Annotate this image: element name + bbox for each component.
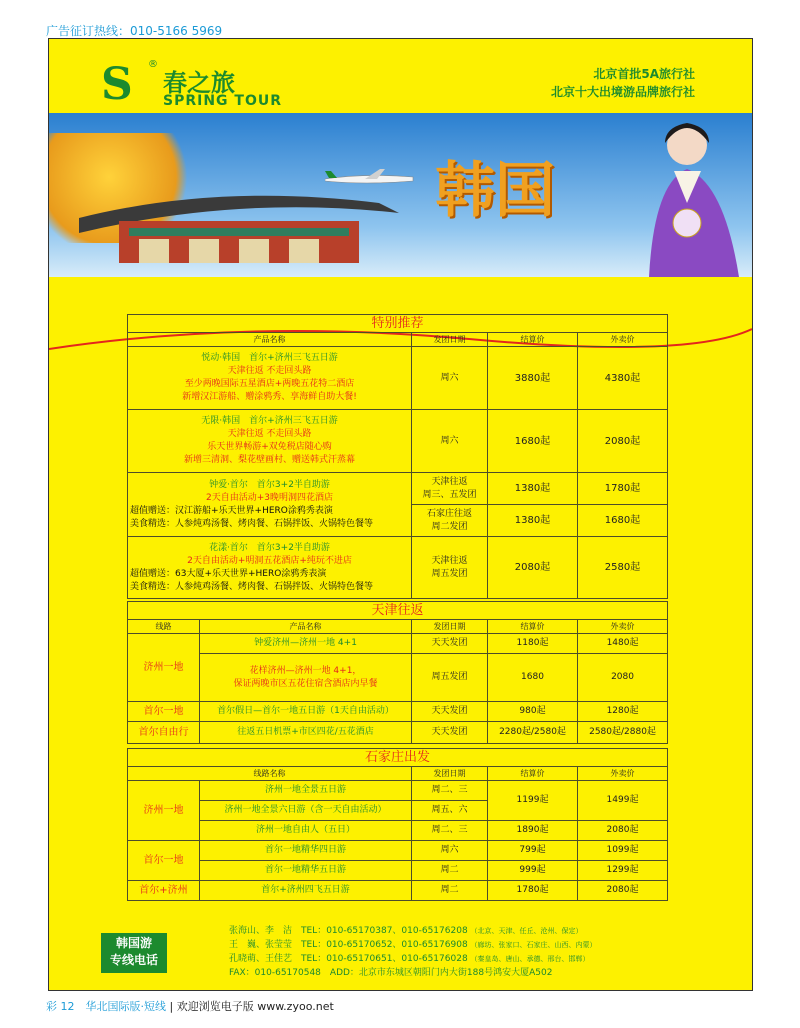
date-cell: 周六 <box>412 841 488 861</box>
date-cell: 天天发团 <box>412 722 488 744</box>
badge-line: 韩国游 <box>115 936 152 950</box>
banner-title: 韩国 <box>435 156 555 226</box>
website-link[interactable]: | 欢迎浏览电子版 www.zyoo.net <box>169 1000 334 1013</box>
net-price-cell: 1199起 <box>488 781 578 821</box>
table-row <box>128 861 668 881</box>
route-cell: 济州一地 <box>128 634 200 702</box>
date-cell: 周六 <box>412 347 488 410</box>
ad-hotline: 广告征订热线：010-5166 5969 <box>46 24 223 38</box>
net-price-cell: 980起 <box>488 702 578 722</box>
table-row <box>128 634 668 654</box>
registered-mark: ® <box>148 59 158 70</box>
logo-english-name: SPRING TOUR <box>163 93 283 109</box>
page-footer <box>46 998 334 1014</box>
product-cell: 首尔一地精华五日游 <box>200 861 412 881</box>
date-cell: 周二、三 <box>412 781 488 801</box>
date-cell: 周二 <box>412 881 488 901</box>
table-row <box>128 537 668 599</box>
route-cell: 首尔一地 <box>128 702 200 722</box>
tianjin-title: 天津往返 <box>128 602 668 620</box>
table-row <box>128 702 668 722</box>
contact-region: （秦皇岛、唐山、承德、邢台、邯郸） <box>470 955 590 963</box>
col-route-name: 线路名称 <box>128 767 412 781</box>
table-row <box>128 722 668 744</box>
product-cell: 首尔假日—首尔一地五日游（1天自由活动） <box>200 702 412 722</box>
col-date: 发团日期 <box>412 620 488 634</box>
date-cell: 天天发团 <box>412 702 488 722</box>
logo-mark: S <box>101 59 133 110</box>
page-label: 彩 12 华北国际版·短线 <box>46 1000 166 1013</box>
product-cell: 首尔+济州四飞五日游 <box>200 881 412 901</box>
retail-price-cell: 2580起 <box>578 537 668 599</box>
col-date: 发团日期 <box>412 767 488 781</box>
net-price-cell: 1680起 <box>488 410 578 473</box>
retail-price-cell: 1680起 <box>578 505 668 537</box>
product-cell: 花样济州—济州一地 4+1， 保证两晚市区五花住宿含酒店内早餐 <box>200 654 412 702</box>
contact-region: （北京、天津、任丘、沧州、保定） <box>470 927 583 935</box>
col-net-price: 结算价 <box>488 333 578 347</box>
product-line: 天津往返 不走回头路 <box>227 366 312 376</box>
product-cell: 首尔一地精华四日游 <box>200 841 412 861</box>
contact-line <box>229 937 597 950</box>
net-price-cell: 1380起 <box>488 473 578 505</box>
contact-line <box>229 951 590 964</box>
product-line: 美食精选：人参炖鸡汤餐、烤肉餐、石锅拌饭、火锅特色餐等 <box>130 581 374 592</box>
badge-line: 专线电话 <box>109 953 158 967</box>
route-cell: 首尔一地 <box>128 841 200 881</box>
table-row <box>128 881 668 901</box>
product-line: 2天自由活动+3晚明洞四花酒店 <box>206 492 333 503</box>
product-line: 新增汉江游船、赠涂鸦秀、享海鲜自助大餐! <box>182 392 357 402</box>
date-cell: 天津往返 周五发团 <box>412 537 488 599</box>
contact-text: 张海山、李 洁 TEL：010-65170387、010-65176208 <box>229 926 468 936</box>
product-line: 超值赠送：63大厦+乐天世界+HERO涂鸦秀表演 <box>130 568 327 579</box>
special-offers-table <box>127 314 668 599</box>
korea-banner <box>49 113 752 277</box>
logo-chinese-name: 春之旅 <box>163 69 235 97</box>
product-line: 2天自由活动+明洞五花酒店+纯玩不进店 <box>187 555 352 566</box>
product-line: 悦动·韩国 首尔+济州三飞五日游 <box>201 353 338 363</box>
product-line: 新增三清洞、梨花壁画村、赠送韩式汗蒸幕 <box>183 455 355 465</box>
hotline-badge <box>101 933 167 973</box>
contact-text: 孔晓萌、王佳艺 TEL：010-65170651、010-65176028 <box>229 954 468 964</box>
net-price-cell: 2080起 <box>488 537 578 599</box>
table-row <box>128 347 668 410</box>
route-cell: 济州一地 <box>128 781 200 841</box>
special-title: 特别推荐 <box>128 315 668 333</box>
retail-price-cell: 2080起 <box>578 881 668 901</box>
date-cell: 周二 <box>412 861 488 881</box>
address-text: FAX：010-65170548 ADD：北京市东城区朝阳门内大街188号鸿安大厦A502 <box>229 968 553 978</box>
col-retail-price: 外卖价 <box>578 620 668 634</box>
contact-region: （廊坊、张家口、石家庄、山西、内蒙） <box>470 941 597 949</box>
date-cell: 周五发团 <box>412 654 488 702</box>
date-cell: 天天发团 <box>412 634 488 654</box>
product-line: 乐天世界畅游+双免税店随心购 <box>207 442 332 452</box>
tagline-1: 北京首批5A旅行社 <box>593 67 695 81</box>
date-cell: 石家庄往返 周二发团 <box>412 505 488 537</box>
col-product: 产品名称 <box>128 333 412 347</box>
product-line: 至少两晚国际五星酒店+两晚五花特二酒店 <box>184 379 355 389</box>
net-price-cell: 1380起 <box>488 505 578 537</box>
route-cell: 首尔自由行 <box>128 722 200 744</box>
col-route: 线路 <box>128 620 200 634</box>
retail-price-cell: 4380起 <box>578 347 668 410</box>
product-line: 无限·韩国 首尔+济州三飞五日游 <box>201 416 338 426</box>
hotline-footer <box>49 911 752 990</box>
net-price-cell: 1890起 <box>488 821 578 841</box>
retail-price-cell: 2080起 <box>578 821 668 841</box>
retail-price-cell: 2080起 <box>578 410 668 473</box>
shijiazhuang-departure-table <box>127 748 668 901</box>
col-date: 发团日期 <box>412 333 488 347</box>
date-cell: 周二、三 <box>412 821 488 841</box>
date-cell: 周五、六 <box>412 801 488 821</box>
retail-price-cell: 2580起/2880起 <box>578 722 668 744</box>
product-cell: 济州一地全景五日游 <box>200 781 412 801</box>
product-cell <box>128 473 412 537</box>
retail-price-cell: 2080 <box>578 654 668 702</box>
address-line <box>229 965 552 978</box>
date-cell: 天津往返 周三、五发团 <box>412 473 488 505</box>
page-frame <box>48 38 753 991</box>
col-net-price: 结算价 <box>488 767 578 781</box>
spring-tour-logo <box>101 57 321 113</box>
product-line: 钟爱·首尔 首尔3+2半自助游 <box>209 479 330 490</box>
table-row <box>128 473 668 505</box>
product-cell: 往返五日机票+市区四花/五花酒店 <box>200 722 412 744</box>
col-retail-price: 外卖价 <box>578 333 668 347</box>
date-cell: 周六 <box>412 410 488 473</box>
retail-price-cell: 1099起 <box>578 841 668 861</box>
product-cell <box>128 537 412 599</box>
product-line: 花漾·首尔 首尔3+2半自助游 <box>209 542 330 553</box>
net-price-cell: 3880起 <box>488 347 578 410</box>
net-price-cell: 1180起 <box>488 634 578 654</box>
net-price-cell: 799起 <box>488 841 578 861</box>
retail-price-cell: 1480起 <box>578 634 668 654</box>
col-net-price: 结算价 <box>488 620 578 634</box>
net-price-cell: 1780起 <box>488 881 578 901</box>
route-cell: 首尔+济州 <box>128 881 200 901</box>
table-row <box>128 654 668 702</box>
airplane-image <box>325 169 415 189</box>
table-row <box>128 781 668 801</box>
product-cell <box>128 410 412 473</box>
retail-price-cell: 1780起 <box>578 473 668 505</box>
tagline-2: 北京十大出境游品牌旅行社 <box>550 85 695 99</box>
tianjin-departure-table <box>127 601 668 744</box>
retail-price-cell: 1299起 <box>578 861 668 881</box>
product-line: 天津往返 不走回头路 <box>227 429 312 439</box>
net-price-cell: 999起 <box>488 861 578 881</box>
contact-text: 王 巍、张莹莹 TEL：010-65170652、010-65176908 <box>229 940 468 950</box>
product-line: 超值赠送：汉江游船+乐天世界+HERO涂鸦秀表演 <box>130 505 333 516</box>
col-product: 产品名称 <box>200 620 412 634</box>
contact-line <box>229 923 583 936</box>
product-cell: 济州一地自由人（五日） <box>200 821 412 841</box>
net-price-cell: 1680 <box>488 654 578 702</box>
product-cell: 钟爱济州—济州一地 4+1 <box>200 634 412 654</box>
hanbok-woman-image <box>629 113 749 277</box>
shijiazhuang-title: 石家庄出发 <box>128 749 668 767</box>
product-line: 美食精选：人参炖鸡汤餐、烤肉餐、石锅拌饭、火锅特色餐等 <box>130 518 374 529</box>
retail-price-cell: 1499起 <box>578 781 668 821</box>
retail-price-cell: 1280起 <box>578 702 668 722</box>
table-row <box>128 821 668 841</box>
product-cell: 济州一地全景六日游（含一天自由活动） <box>200 801 412 821</box>
table-row <box>128 841 668 861</box>
col-retail-price: 外卖价 <box>578 767 668 781</box>
table-row <box>128 410 668 473</box>
net-price-cell: 2280起/2580起 <box>488 722 578 744</box>
product-cell <box>128 347 412 410</box>
